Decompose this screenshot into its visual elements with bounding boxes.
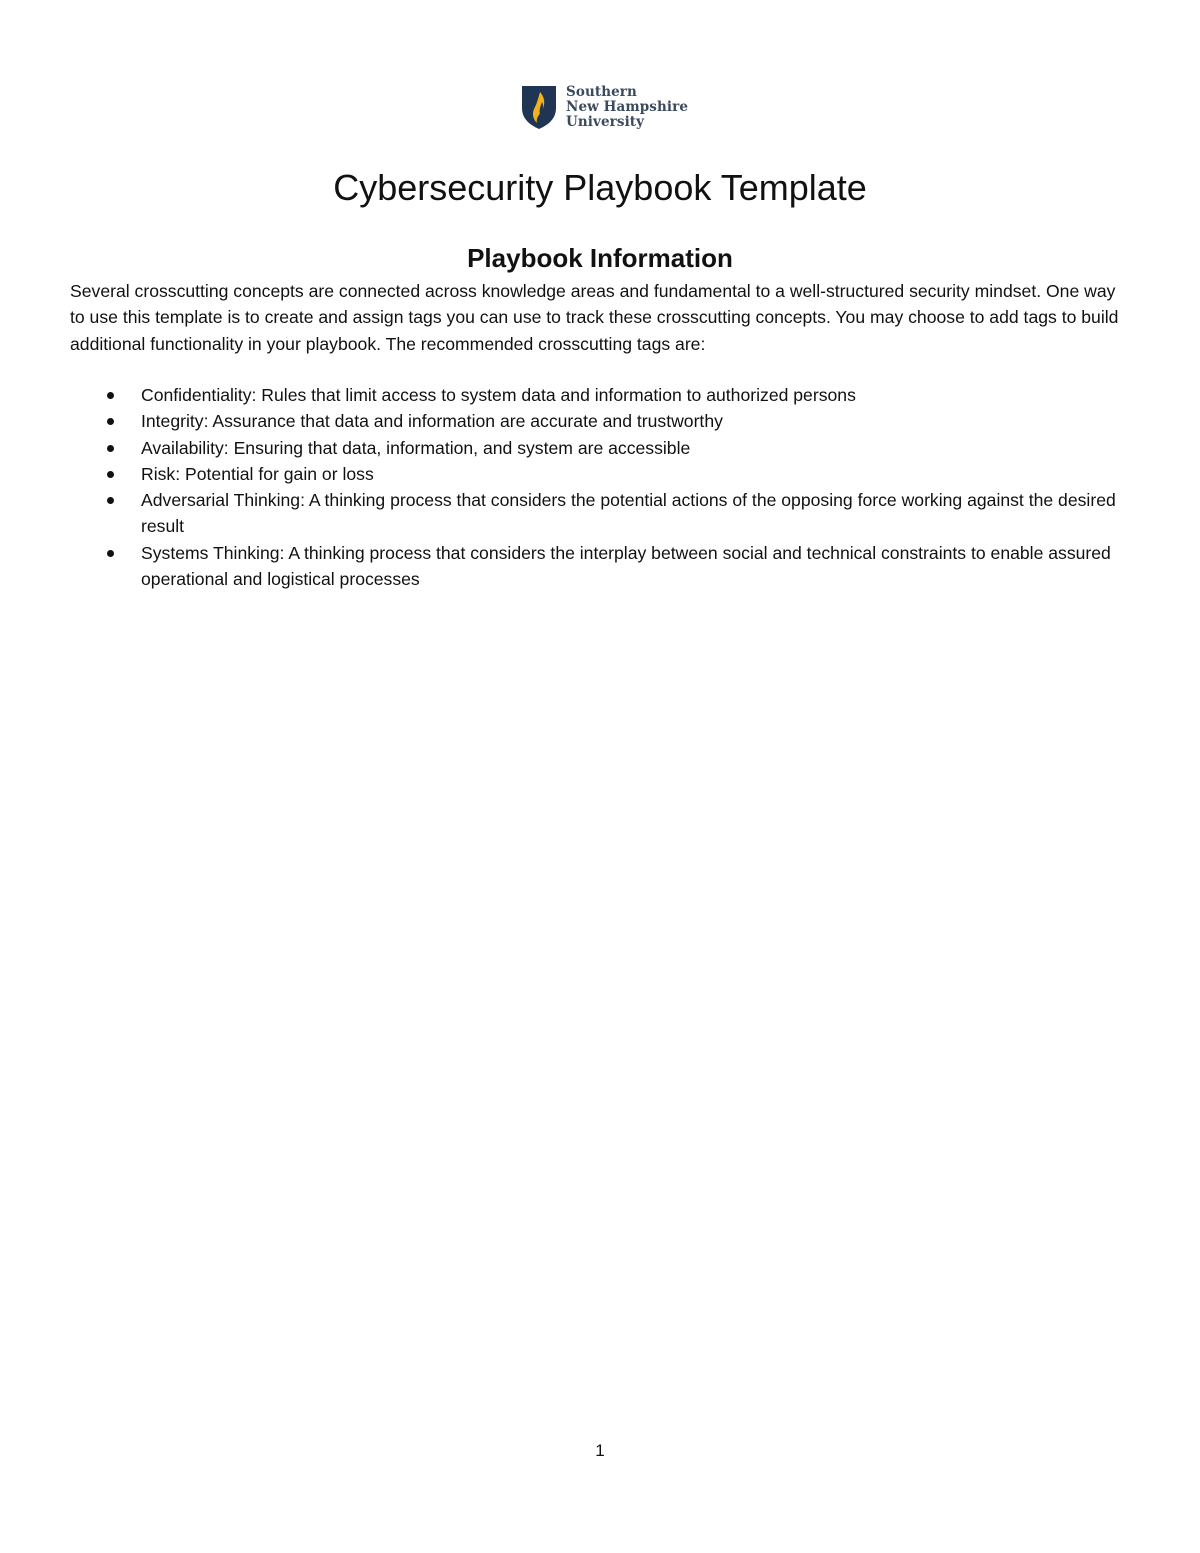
tag-term: Confidentiality: [141, 385, 257, 405]
list-item [70, 382, 1130, 408]
document-title: Cybersecurity Playbook Template [333, 167, 867, 208]
university-logo [520, 84, 688, 130]
shield-flame-icon [520, 84, 558, 130]
list-item [70, 435, 1130, 461]
logo-wordmark [566, 85, 688, 130]
list-item [70, 461, 1130, 487]
crosscutting-tags-list [70, 382, 1130, 592]
tag-term: Risk: [141, 463, 181, 484]
logo-line: New Hampshire [566, 98, 689, 115]
bullet-icon [107, 418, 114, 425]
tag-term: Adversarial Thinking: [141, 490, 305, 511]
tag-definition: A thinking process that considers the interplay between social and technical constraints to enable assured operational and logistical processes [141, 542, 1111, 590]
bullet-icon [107, 497, 114, 504]
section-heading: Playbook Information [467, 243, 733, 273]
list-item [70, 540, 1130, 593]
tag-definition: Potential for gain or loss [180, 463, 374, 484]
tag-definition: Assurance that data and information are accurate and trustworthy [208, 411, 723, 432]
tag-term: Integrity: [141, 411, 209, 432]
intro-paragraph: Several crosscutting concepts are connected across knowledge areas and fundamental to a well-structured security mindset. One way to use this template is to create and assign tags you can use to track these crosscutting concepts. You may choose to add tags to build additional functionality in your playbook. The recommended crosscutting tags are: [70, 281, 1119, 354]
list-item [70, 408, 1130, 434]
tag-term: Availability: [141, 437, 229, 458]
list-item [70, 487, 1130, 540]
logo-line: Southern [566, 83, 637, 100]
bullet-icon [107, 392, 114, 399]
bullet-icon [107, 471, 114, 478]
tag-definition: A thinking process that considers the potential actions of the opposing force working against the desired result [141, 490, 1116, 537]
tag-term: Systems Thinking: [141, 542, 285, 563]
bullet-icon [107, 445, 114, 452]
tag-definition: Ensuring that data, information, and system are accessible [228, 437, 691, 458]
bullet-icon [107, 550, 114, 557]
tag-definition: Rules that limit access to system data and information to authorized persons [256, 385, 856, 405]
logo-line: University [566, 113, 645, 130]
page-number: 1 [595, 1441, 605, 1460]
